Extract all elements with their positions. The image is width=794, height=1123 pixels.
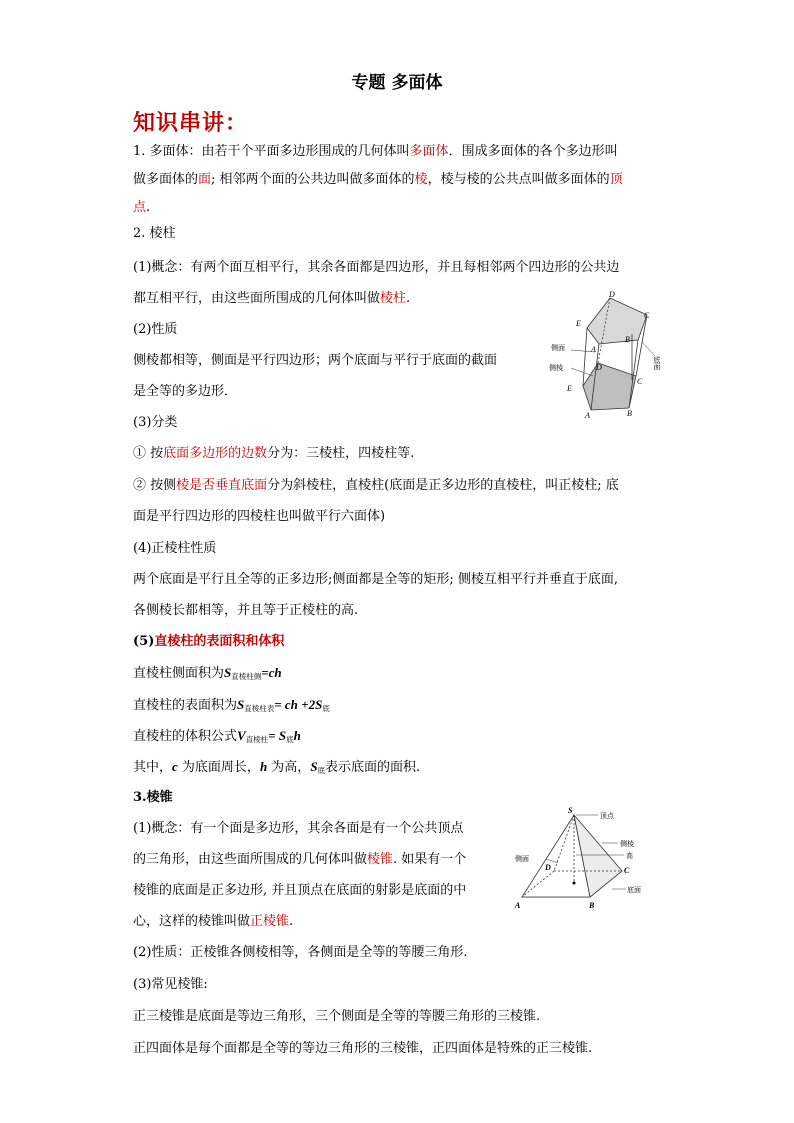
pyramid-vertex-label-c: C bbox=[624, 866, 630, 875]
prism-property-line1: 侧棱都相等，侧面是平行四边形；两个底面与平行于底面的截面 bbox=[133, 353, 498, 368]
prism-top-face bbox=[587, 298, 647, 344]
pyramid-apex-label: 顶点 bbox=[600, 812, 614, 820]
prism-concept-line1: (1)概念：有两个面互相平行，其余各面都是四边形，并且每相邻两个四边形的公共边 bbox=[133, 260, 620, 275]
prism-side-edge-label: 侧棱 bbox=[549, 364, 563, 372]
pyramid-vertex-label-s: S bbox=[568, 806, 573, 815]
prism-base-label-1: 底面 bbox=[653, 356, 661, 370]
prism-classification-heading: (3)分类 bbox=[133, 415, 178, 430]
regular-prism-line2: 各侧棱长都相等，并且等于正棱柱的高. bbox=[133, 603, 359, 618]
prism-vertex-label-b-bottom: B bbox=[627, 409, 632, 418]
pyramid-side-edge-label: 侧棱 bbox=[620, 840, 634, 848]
prism-bottom-face bbox=[583, 363, 636, 410]
pyramid-common-heading: (3)常见棱锥: bbox=[133, 977, 208, 992]
para-polyhedron-line2: 做多面体的面; 相邻两个面的公共边叫做多面体的棱，棱与棱的公共点叫做多面体的顶 bbox=[133, 172, 623, 187]
para-polyhedron-line3: 点. bbox=[133, 200, 151, 215]
prism-vertex-label-d-top: D bbox=[609, 290, 615, 299]
pyramid-concept-line2: 的三角形，由这些面所围成的几何体叫做棱锥. 如果有一个 bbox=[133, 852, 467, 867]
prism-property-heading: (2)性质 bbox=[133, 322, 178, 337]
prism-vertex-label-c-top: C bbox=[644, 311, 650, 320]
pyramid-property: (2)性质：正棱锥各侧棱相等，各侧面是全等的等腰三角形. bbox=[133, 945, 468, 960]
prism-classification-item2: ② 按侧棱是否垂直底面分为斜棱柱，直棱柱(底面是正多边形的直棱柱，叫正棱柱; 底 bbox=[133, 478, 619, 493]
pyramid-foot-point bbox=[573, 882, 576, 885]
prism-property-line2: 是全等的多边形． bbox=[133, 384, 238, 399]
prism-vertex-label-e-top: E bbox=[576, 319, 581, 328]
pyramid-concept-line3: 棱锥的底面是正多边形, 并且顶点在底面的射影是底面的中 bbox=[133, 883, 467, 898]
formula-notation: 其中，c 为底面周长，h 为高，$S_底$表示底面的面积. bbox=[133, 759, 421, 775]
section-heading: 知识串讲： bbox=[133, 111, 249, 136]
para-polyhedron-line1: 1. 多面体：由若干个平面多边形围成的几何体叫多面体．围成多面体的各个多边形叫 bbox=[133, 144, 618, 159]
prism-concept-line2: 都互相平行，由这些面所围成的几何体叫做棱柱. bbox=[133, 291, 411, 306]
prism-classification-item1: ① 按底面多边形的边数分为：三棱柱，四棱柱等. bbox=[133, 446, 415, 461]
heading-prism: 2. 棱柱 bbox=[133, 226, 176, 241]
prism-vertex-label-a-bottom: A bbox=[585, 411, 590, 420]
pyramid-vertex-label-b: B bbox=[589, 901, 595, 910]
formula-heading: (5)直棱柱的表面积和体积 bbox=[133, 634, 285, 649]
prism-figure bbox=[543, 290, 673, 420]
pyramid-base-label: 底面 bbox=[627, 886, 641, 894]
pyramid-vertex-label-a: A bbox=[515, 901, 521, 910]
regular-prism-line1: 两个底面是平行且全等的正多边形;侧面都是全等的矩形; 侧棱互相平行并垂直于底面, bbox=[133, 572, 619, 587]
prism-vertex-label-b-top: B bbox=[625, 335, 630, 344]
regular-prism-heading: (4)正棱柱性质 bbox=[133, 541, 217, 556]
prism-vertex-label-e-bottom: E bbox=[567, 384, 572, 393]
formula-lateral-area: 直棱柱侧面积为$S_{直棱柱侧}=ch$ bbox=[133, 665, 282, 681]
pyramid-side-face-label: 侧面 bbox=[515, 855, 529, 863]
pyramid-common-line1: 正三棱锥是底面是等边三角形，三个侧面是全等的等腰三角形的三棱锥. bbox=[133, 1009, 541, 1024]
pyramid-concept-line1: (1)概念：有一个面是多边形，其余各面是有一个公共顶点 bbox=[133, 821, 464, 836]
pyramid-height-label: 高 bbox=[626, 852, 633, 860]
heading-pyramid: 3.棱锥 bbox=[133, 790, 173, 805]
prism-vertex-label-d-bottom: D bbox=[596, 363, 602, 372]
prism-vertex-label-c-bottom: C bbox=[637, 377, 643, 386]
pyramid-common-line2: 正四面体是每个面都是全等的等边三角形的三棱锥，正四面体是特殊的正三棱锥. bbox=[133, 1041, 593, 1056]
formula-surface-area: 直棱柱的表面积为$S_{直棱柱表}=$ ch $+2S_底$ bbox=[133, 697, 330, 713]
page-title: 专题 多面体 bbox=[351, 73, 443, 93]
formula-volume: 直棱柱的体积公式$V_{直棱柱}= S_底h$ bbox=[133, 728, 301, 744]
prism-vertex-label-a-top: A bbox=[591, 345, 596, 354]
prism-classification-item2-cont: 面是平行四边形的四棱柱也叫做平行六面体) bbox=[133, 509, 386, 524]
pyramid-vertex-label-d: D bbox=[545, 863, 551, 872]
pyramid-concept-line4: 心，这样的棱锥叫做正棱锥. bbox=[133, 914, 294, 929]
pyramid-figure bbox=[510, 805, 650, 915]
prism-side-face-label: 侧面 bbox=[551, 344, 565, 352]
